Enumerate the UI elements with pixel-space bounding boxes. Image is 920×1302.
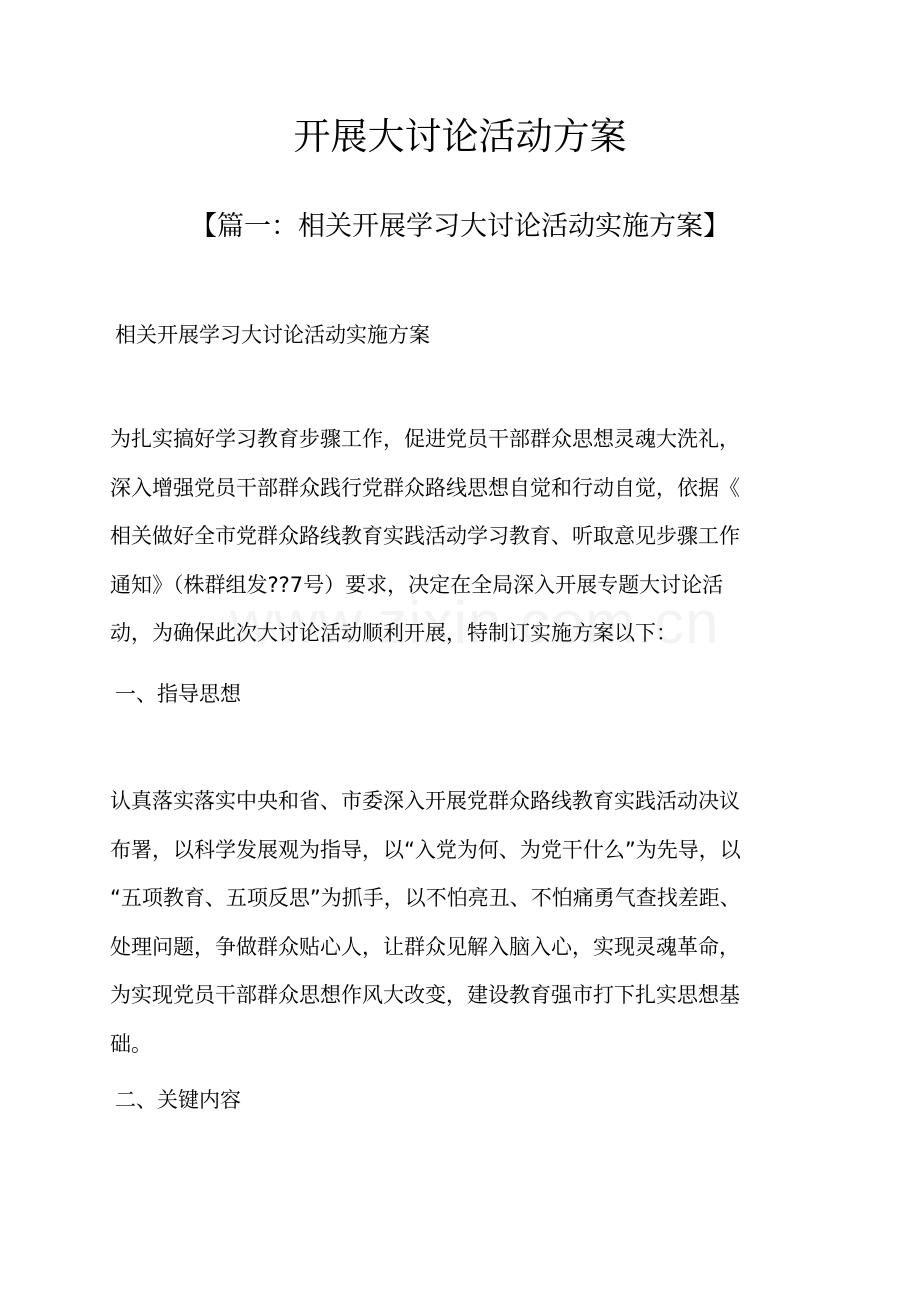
paragraph-line: 为扎实搞好学习教育步骤工作，促进党员干部群众思想灵魂大洗礼， bbox=[110, 427, 740, 451]
document-subtitle: 【篇一：相关开展学习大讨论活动实施方案】 bbox=[190, 211, 730, 242]
paragraph-line: “五项教育、五项反思”为抓手，以不怕亮丑、不怕痛勇气查找差距、 bbox=[110, 886, 741, 910]
paragraph-line: 为实现党员干部群众思想作风大改变，建设教育强市打下扎实思想基 bbox=[110, 983, 740, 1007]
paragraph-line: 处理问题，争做群众贴心人，让群众见解入脑入心，实现灵魂革命， bbox=[110, 934, 740, 959]
doc-heading: 相关开展学习大讨论活动实施方案 bbox=[115, 323, 430, 347]
paragraph-line: 认真落实落实中央和省、市委深入开展党群众路线教育实践活动决议 bbox=[110, 789, 740, 813]
paragraph-line: 深入增强党员干部群众践行党群众路线思想自觉和行动自觉，依据《 bbox=[110, 475, 740, 500]
guiding-thought-paragraph bbox=[110, 777, 810, 1068]
paragraph-line: 动，为确保此次大讨论活动顺利开展，特制订实施方案以下： bbox=[110, 621, 677, 645]
paragraph-line: 通知》（株群组发??7号）要求，决定在全局深入开展专题大讨论活 bbox=[110, 572, 724, 597]
paragraph-line: 础。 bbox=[110, 1031, 152, 1056]
document-title: 开展大讨论活动方案 bbox=[293, 115, 627, 158]
paragraph-line: 布署，以科学发展观为指导，以“入党为何、为党干什么”为先导，以 bbox=[110, 837, 741, 862]
section-heading-guiding-thought: 一、指导思想 bbox=[115, 682, 241, 706]
section-heading-key-content: 二、关键内容 bbox=[115, 1088, 241, 1112]
intro-paragraph bbox=[110, 415, 810, 658]
paragraph-line: 相关做好全市党群众路线教育实践活动学习教育、听取意见步骤工作 bbox=[110, 524, 740, 548]
